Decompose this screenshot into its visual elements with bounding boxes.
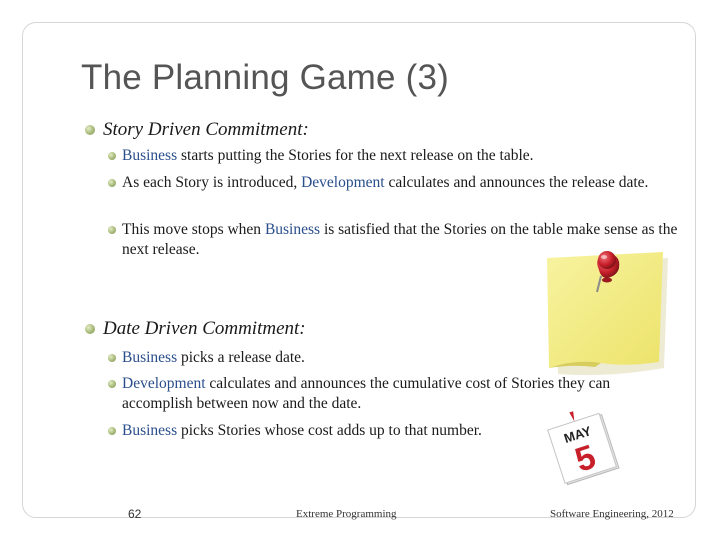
list-item — [108, 348, 683, 368]
list-item-text: This move stops when Business is satisfied that the Stories on the table make sense as the next release. — [122, 221, 678, 258]
list-item-text: Business picks Stories whose cost adds up to that number. — [122, 422, 482, 439]
footer-center-text: Extreme Programming — [296, 508, 397, 520]
bullet-icon — [108, 226, 116, 234]
section-heading-text: Story Driven Commitment: — [103, 119, 309, 140]
page-number: 62 — [128, 507, 142, 521]
highlight-term: Business — [264, 221, 321, 238]
list-item-text: Development calculates and announces the cumulative cost of Stories they can accomplish between now and the date. — [122, 375, 611, 412]
list-item-text: Business starts putting the Stories for the next release on the table. — [122, 147, 534, 164]
highlight-term: Business — [122, 349, 178, 366]
slide-title: The Planning Game (3) — [81, 58, 449, 97]
list-item-text: As each Story is introduced, Development calculates and announces the release date. — [122, 174, 649, 191]
bullet-icon — [108, 427, 116, 435]
list-item — [108, 146, 683, 166]
section-heading-story-driven — [85, 119, 309, 141]
bullet-icon — [108, 152, 116, 160]
bullet-icon — [108, 179, 116, 187]
list-item — [108, 173, 683, 193]
section-heading-text: Date Driven Commitment: — [103, 318, 306, 339]
section-heading-date-driven — [85, 318, 306, 340]
bullet-icon — [85, 324, 95, 334]
highlight-term: Development — [301, 174, 385, 191]
calendar-day: 5 — [570, 437, 601, 480]
calendar-icon — [543, 408, 623, 488]
calendar-month: MAY — [562, 423, 594, 446]
bullet-icon — [108, 380, 116, 388]
highlight-term: Business — [122, 147, 178, 164]
list-item-text: Business picks a release date. — [122, 349, 305, 366]
bullet-icon — [108, 354, 116, 362]
footer-right-text: Software Engineering, 2012 — [550, 508, 674, 520]
highlight-term: Development — [122, 375, 206, 392]
highlight-term: Business — [122, 422, 178, 439]
bullet-icon — [85, 125, 95, 135]
